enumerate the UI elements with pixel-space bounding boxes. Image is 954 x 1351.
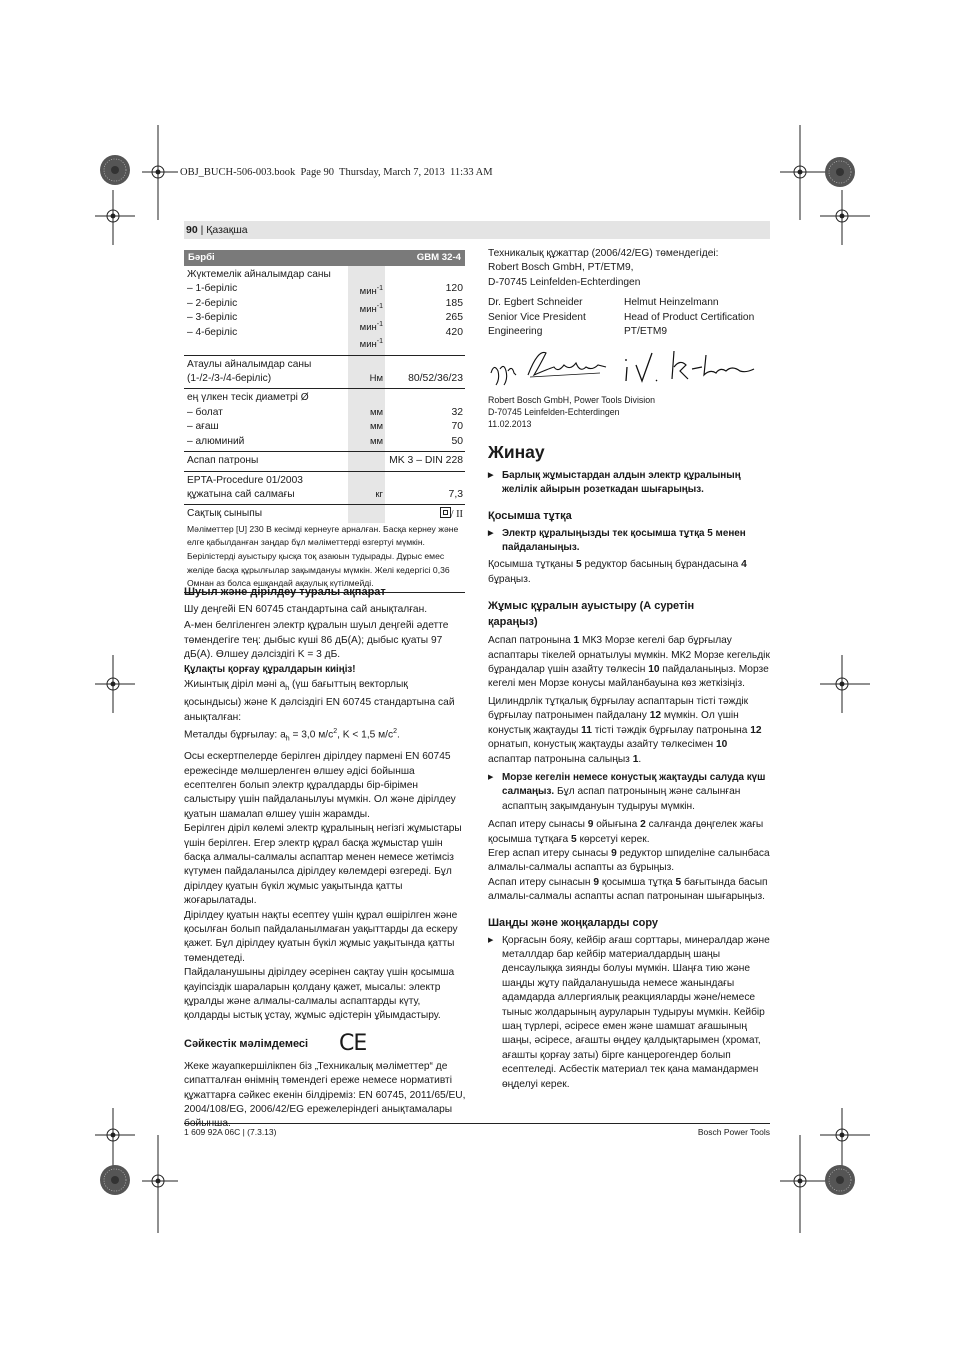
part-number: 4	[741, 559, 747, 571]
text: Аспап итеру сынасын	[488, 876, 594, 888]
value: 420	[445, 326, 463, 338]
text: Қосымша тұтқаны	[488, 559, 577, 571]
text: бағытында басып алмалы-салмалы аспапты аспап патронынан шығарыңыз.	[488, 876, 768, 903]
text: пайдаланыңыз. Морзе кегелі мен Морзе конусы майланбауына көз жеткізіңіз.	[488, 664, 769, 690]
signatory-2	[624, 296, 754, 339]
value: 80/52/36/23	[408, 373, 463, 385]
value-cell	[385, 471, 465, 505]
technical-data-table	[184, 250, 465, 593]
crosshair-mark	[820, 655, 870, 715]
text: қосымша тұтқа	[599, 876, 676, 888]
unit-cell	[348, 389, 385, 452]
table-head-left: Бәрбі	[184, 250, 385, 266]
value: 185	[445, 297, 463, 309]
part-number: 9	[593, 876, 600, 888]
value: 265	[445, 312, 463, 324]
conformity-heading	[184, 1032, 466, 1056]
text: редуктор басының бұрандасына	[581, 559, 742, 571]
text: Аспап итеру сынасы	[488, 819, 588, 831]
row-label: – 1-беріліс	[187, 283, 238, 295]
part-number: 10	[715, 739, 728, 751]
part-number: 12	[750, 724, 762, 736]
date-line: 11.02.2013	[488, 419, 532, 430]
part-number: 5	[570, 833, 577, 845]
aux-handle-heading: Қосымша тұтқа	[488, 509, 572, 522]
table-row-protection-class: Сақтық сыныпы	[187, 508, 263, 520]
unit: мин	[359, 286, 377, 298]
dust-heading: Шаңды және жоңқаларды сору	[488, 916, 659, 929]
signatory-title: Engineering	[488, 326, 543, 338]
double-insulation-icon	[440, 507, 451, 518]
part-number: 9	[587, 819, 594, 831]
text: Сәйкестік мәлімдемесі	[184, 1037, 309, 1050]
row-label: құжатына сай салмағы	[187, 488, 295, 500]
row-label: – 3-беріліс	[187, 312, 238, 324]
text: Цилиндрлік тұтқалық бұрғылау аспаптарын тісті тәждік бұрғылау патронымен пайдалану	[488, 695, 749, 722]
part-number: 2	[640, 819, 646, 831]
text: ойығына	[593, 819, 641, 831]
text: h	[285, 685, 290, 693]
value-cell	[385, 505, 465, 523]
footer-left: 1 609 92A 06C | (7.3.13)	[184, 1127, 277, 1137]
signatory-title: Head of Product Certification	[624, 311, 755, 323]
table-group-rated-speed	[184, 355, 348, 389]
tool-change-warning	[488, 771, 772, 814]
registration-mark-bottom-left	[95, 1160, 145, 1210]
text: Бұл аспап патронының және салынған аспаптың зақымдануын тудыруы мүмкін.	[502, 786, 741, 812]
part-number: 1	[573, 635, 580, 647]
tool-change-heading: Жұмыс құралын ауыстыру (А суретін қараңыз)	[488, 600, 695, 629]
footer-right: Bosch Power Tools	[697, 1127, 770, 1137]
company-address	[488, 395, 772, 430]
unit-cell	[348, 471, 385, 505]
value-cell	[385, 355, 465, 389]
signatory-name: Dr. Egbert Schneider	[488, 297, 583, 309]
header-separator: |	[197, 224, 207, 236]
unit: кг	[375, 488, 383, 500]
left-column	[184, 585, 466, 1132]
tech-docs-line1: Техникалық құжаттар (2006/42/EG) төмендегідеі:	[488, 248, 719, 259]
crosshair-mark	[820, 190, 870, 250]
text: бұраңыз.	[488, 573, 531, 585]
noise-p2: А-мен белгіленген электр құралын шуыл деңгейі әдетте төмендегіге тең: дыбыс күші 86 дБ(A); дыбыс қуаты 97 дБ(A). Өлшеу дәлсіздігі K = 3 дБ.	[184, 620, 449, 661]
value: 50	[451, 435, 463, 447]
noise-warning: Құлақты қорғау құралдарын киіңіз!	[184, 663, 356, 675]
unit: мин	[359, 304, 377, 316]
vibration-p2	[184, 725, 466, 747]
crosshair-mark	[95, 190, 135, 250]
unit-cell	[348, 266, 385, 355]
signatory-1	[488, 296, 624, 339]
page-header	[184, 221, 770, 239]
unit: мин	[359, 339, 377, 351]
unit-exponent: -1	[376, 285, 383, 293]
signatures	[488, 345, 772, 393]
value: 32	[451, 406, 463, 418]
unit-exponent: -1	[376, 320, 383, 328]
text: салғанда дөңгелек жағы қосымша тұтқаға	[488, 819, 764, 845]
unit: мин	[359, 321, 377, 333]
signature-heinzelmann	[622, 345, 772, 389]
text: .	[397, 729, 400, 741]
signatory-title: Senior Vice President	[488, 311, 586, 323]
tool-change-p1	[488, 634, 772, 692]
text: МК3 Морзе кегелі бар бұрғылау аспаптары тікелей орнатылуы мүмкін. МК2 Морзе кегельдік бұрандалар үшін азайту төлкесін	[488, 635, 770, 676]
print-slug: OBJ_BUCH-506-003.book Page 90 Thursday, March 7, 2013 11:33 AM	[180, 167, 493, 178]
table-row-chuck: Аспап патроны	[184, 452, 348, 471]
text: редуктор шпиделіне салынбаса алмалы-салмалы аспапты аз бұрыңыз.	[488, 847, 770, 874]
vibration-p3: Осы ескертпелерде берілген дірілдеу пармені EN 60745 ережесінде мөлшерленген өлшеу әдісі бойынша есептелген болып электр құралдарды бір-бірімен салыстыру үшін пайдаланылуы мүмкін. Ол және дірілдеу қуатын шамалап өлшеу үшін жарамды.	[184, 751, 456, 820]
text: тісті тәждік бұрғылау патронына	[591, 724, 751, 736]
tech-docs-line2: Robert Bosch GmbH, PT/ETM9,	[488, 262, 634, 274]
address-line: Robert Bosch GmbH, Power Tools Division	[488, 395, 656, 406]
dust-warning: ▶ Қорғасын бояу, кейбір ағаш сорттары, минералдар және металлдар бар кейбір материалдардың шаңы денсаулыққа зиянды болуы мүмкін. Шаңға тию және шаңды жұту пайдаланушыда немесе жанындағы адамдарда аллергиялық реакцияларды және/немесе тыныс жолдарының ауруларын тудыруы мүмкін. Кейбір шаң түрлері, әсіресе емен және шамшат ағашының шаңы, әсіресе, ағашты өңдеу қалдықтарымен (хромат, ағашты қорғау заты) бірге канцерогендер болып есептеледі. Асбестік материал тек қана мамандармен өңделуі керек.	[488, 934, 772, 1092]
table-head-right: GBM 32-4	[385, 250, 465, 266]
tool-change-p3	[488, 818, 772, 847]
row-label: – алюминий	[187, 435, 245, 447]
text: h	[285, 735, 290, 743]
tool-change-p5	[488, 876, 772, 905]
text: аспаптар патронына салыңыз	[488, 753, 633, 765]
text: Аспап патронына	[488, 635, 574, 647]
vibration-p5: Дірілдеу қуатын нақты есептеу үшін құрал өшірілген және қосылған болып пайдаланылмаған уақыттарды да ескеру қажет. Бұл дірілдеу қуатын бүкіл жұмыс уақытында қатты төмендетеді.	[184, 909, 458, 964]
tool-change-p2	[488, 695, 772, 767]
assembly-heading: Жинау	[488, 441, 545, 462]
text: = 3,0 м/с	[289, 729, 334, 741]
tool-change-p4	[488, 847, 772, 876]
value-cell	[385, 389, 465, 452]
crosshair-mark	[95, 655, 135, 715]
tech-docs-line3: D-70745 Leinfelden-Echterdingen	[488, 276, 641, 288]
value: 120	[445, 283, 463, 295]
aux-handle-text	[488, 558, 772, 587]
unit-cell	[348, 505, 385, 523]
signatories	[488, 296, 772, 339]
vibration-p6: Пайдаланушыны дірілдеу әсерінен сақтау үшін қосымша қауіпсіздік шараларын қолдану қажет, мысалы: электр құралды және алмалы-салмалы аспаптарды күту, қолдарды ыстық ұстау, жұмыс әдістерін ұйымдастыру.	[184, 967, 455, 1022]
unit-cell	[348, 355, 385, 389]
value-cell: MK 3 – DIN 228	[385, 452, 465, 471]
unit: мм	[369, 406, 383, 418]
text: мүмкін. Ол үшін конустық жақтауды	[488, 710, 739, 736]
row-label: – ағаш	[187, 421, 219, 433]
right-column	[488, 247, 772, 1092]
part-number: 10	[648, 664, 660, 676]
text: , K < 1,5 м/с	[337, 729, 394, 741]
part-number: 5	[675, 876, 682, 888]
signatory-title: PT/ETM9	[624, 326, 668, 338]
text: (үш бағыттың векторлық қосындысы) және К дәлсіздігі EN 60745 стандартына сай анықталған:	[184, 679, 455, 723]
table-note-voltage: Мәліметтер [U] 230 В кесімді кернеуге арналған. Басқа кернеу және елге қабылданған заңдар бұл мәліметтерді өзгертуі мүмкін.	[187, 523, 459, 548]
crosshair-mark	[95, 1108, 135, 1168]
assembly-warning: ▶ Барлық жұмыстардан алдын электр құралының желілік айырын розеткадан шығарыңыз.	[488, 469, 772, 498]
row-label: Атаулы айналымдар саны	[187, 358, 312, 370]
row-label: (1-/2-/3-/4-беріліс)	[187, 373, 272, 385]
vibration-p1	[184, 678, 466, 725]
value: 70	[451, 421, 463, 433]
unit-exponent: -1	[376, 338, 383, 346]
part-number: 11	[581, 724, 592, 736]
text: көрсетуі керек.	[576, 833, 650, 845]
address-line: D-70745 Leinfelden-Echterdingen	[488, 407, 620, 418]
registration-mark-bottom-right	[820, 1160, 870, 1210]
signatory-name: Helmut Heinzelmann	[624, 297, 719, 309]
footer-rule	[184, 1123, 770, 1124]
value: 7,3	[448, 488, 463, 500]
unit: мм	[369, 435, 383, 447]
conformity-text: Жеке жауапкершілікпен біз „Техникалық мәліметтер“ де сипатталған өнімнің төмендегі ереже немесе нормативті құжаттарға сәйкес екенін білдіреміз: EN 60745, 2011/65/EU, 2004/108/EG, 2006/42/EG ережелеріндегі анықтамалары бойынша.	[184, 1060, 466, 1130]
row-label: – 4-беріліс	[187, 326, 238, 338]
table-group-load-speed	[184, 266, 348, 355]
row-label: EPTA-Procedure 01/2003	[187, 474, 303, 486]
row-label: – болат	[187, 406, 223, 418]
table-group-weight	[184, 471, 348, 505]
text: орнатып, конустық жақтауды азайту төлкесімен	[488, 739, 716, 751]
warning-bold: Морзе кегелін немесе конустық жақтауды салуда күш салмаңыз.	[502, 771, 766, 798]
header-language: Қазақша	[206, 224, 248, 236]
crosshair-mark	[142, 125, 182, 225]
signature-schneider	[488, 345, 618, 389]
aux-handle-warning: ▶ Электр құралыңызды тек қосымша тұтқа 5 менен пайдаланыңыз.	[488, 527, 772, 556]
text: .	[638, 753, 642, 765]
page-number: 90	[186, 224, 198, 236]
value-cell	[385, 266, 465, 355]
text: Жиынтық діріл мәні a	[184, 679, 286, 691]
vibration-p4: Берілген діріл көлемі электр құралының негізгі жұмыстары үшін берілген. Егер электр құрал басқа жұмыстар үшін басқа алмалы-салмалы аспаптар менен немесе жетімсіз күтумен пайдаланылса дірілдеу көлемдері өзгереді. Бұл дірілдеу қуатын бүкіл жұмыс уақытында қатты жоғарылатады.	[184, 823, 462, 907]
row-label: Жүктемелік айналымдар саны	[187, 269, 331, 280]
unit-cell	[348, 452, 385, 471]
row-label: – 2-беріліс	[187, 297, 238, 309]
part-number: 5	[576, 559, 582, 571]
part-number: 12	[649, 710, 662, 722]
part-number: 9	[611, 847, 617, 859]
unit: Нм	[369, 373, 383, 385]
noise-p1: Шу деңгейі EN 60745 стандартына сай анықталған.	[184, 604, 428, 615]
table-group-max-diameter	[184, 389, 348, 452]
row-label: ең үлкен тесік диаметрі Ø	[187, 392, 309, 404]
ce-mark-icon: CE	[339, 1030, 367, 1056]
text: 2	[333, 728, 338, 736]
crosshair-mark	[142, 1135, 182, 1235]
unit-exponent: -1	[376, 302, 383, 310]
value: / II	[450, 509, 463, 521]
table-note-impedance: Берілістерді ауыстыру қысқа тоқ азаюын тудырады. Дұрыс емес желіде басқа құрылғылар зақымдануы мүмкін. Желі кедергісі 0,36 Омнан аз болса ешқандай ақаулық күтілмейді.	[184, 550, 465, 593]
part-number: 1	[632, 753, 639, 765]
unit: мм	[369, 421, 383, 433]
text: Металды бұрғылау: a	[184, 729, 286, 741]
text: 2	[393, 728, 397, 736]
noise-heading: Шуыл және дірілдеу туралы ақпарат	[184, 586, 386, 598]
text: Егер аспап итеру сынасы	[488, 847, 612, 859]
